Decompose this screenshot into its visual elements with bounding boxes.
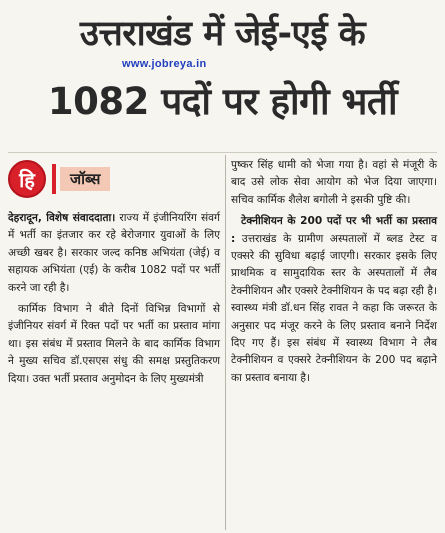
hindustan-logo-icon: हि [8,160,46,198]
article-paragraph-3: पुष्कर सिंह धामी को भेजा गया है। वहां से मंजूरी के बाद उसे लोक सेवा आयोग को भेज दिया जाएगा। सचिव कार्मिक शैलेश बगोली ने इसकी पुष्टि की। [231,159,437,206]
dateline: देहरादून, विशेष संवाददाता। [8,212,116,224]
top-rule [8,152,437,153]
article-text: राज्य में इंजीनियरिंग संवर्ग में भर्ती का इंतजार कर रहे बेरोजगार युवाओं के लिए अच्छी खबर है। सरकार जल्द कनिष्ठ अभियंता (जेई) व सहायक अभियंता (एई) के करीब 1082 पदों पर भर्ती करने जा रही है। [8,212,220,294]
column-divider [225,155,226,530]
subheading: टेक्नीशियन के 200 पदों पर भी भर्ती का प्रस्ताव : [231,215,437,245]
article-column-right [231,157,437,387]
section-brand [8,160,148,198]
section-tag-jobs: जॉब्स [60,167,110,191]
brand-divider [52,164,56,194]
headline-line-1: उत्तराखंड में जेई-एई के [79,14,366,54]
article-text: उत्तराखंड के ग्रामीण अस्पतालों में ब्लड टेस्ट व एक्सरे की सुविधा बढ़ाई जाएगी। सरकार इसके लिए प्राथमिक व सामुदायिक स्तर के अस्पतालों में लैब टेक्नीशियन और एक्सरे टेक्नीशियन के पद बढ़ा रही है। स्वास्थ्य मंत्री डॉ.धन सिंह रावत ने कहा कि जरूरत के अनुसार पद मंजूर करने के लिए प्रस्ताव बनाने निर्देश दिए गए हैं। इस संबंध में स्वास्थ्य विभाग ने लैब टेक्नीशियन व एक्सरे टेक्नीशियन के 200 पद बढ़ाने का प्रस्ताव बनाया है। [231,232,437,384]
article-paragraph-2: कार्मिक विभाग ने बीते दिनों विभिन्न विभागों से इंजीनियर संवर्ग में रिक्त पदों पर भर्ती का प्रस्ताव मांगा था। इस संबंध में प्रस्ताव मिलने के बाद कार्मिक विभाग ने मुख्य सचिव डॉ.एसएस संधु की समक्ष प्रस्तुतिकरण दिया। उक्त भर्ती प्रस्ताव अनुमोदन के लिए मुख्यमंत्री [8,303,220,385]
headline-line-2: 1082 पदों पर होगी भर्ती [47,80,398,123]
watermark-url: www.jobreya.in [122,58,207,70]
article-paragraph-4 [231,213,437,387]
article-column-left [8,210,220,388]
article-paragraph-1 [8,210,220,297]
